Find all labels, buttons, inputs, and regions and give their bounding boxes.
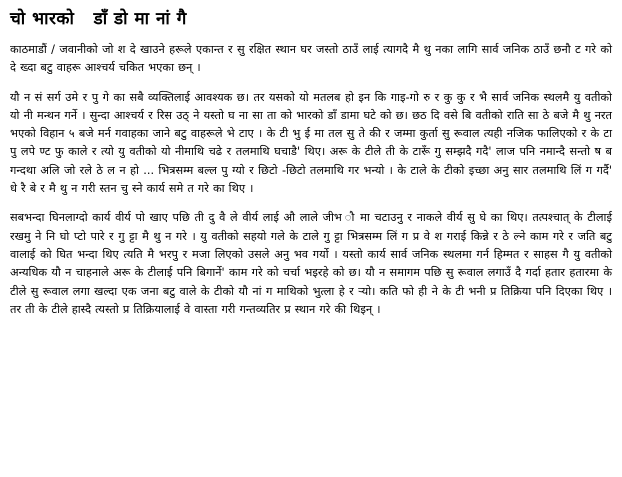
article-paragraph: काठमाडौं / जवानीको जो श दे खाउने हरूले एकान्त र सु रक्षित स्थान घर जस्तो ठाउँ लाई त्यागदै मै थु नका लागि सार्व जनिक ठाउँ छनौ ट गरे को दे ख्दा बटु वाहरू आश्चर्य चकित भएका छन् । [10, 42, 612, 75]
article-paragraph: यौ न सं सर्ग उमे र पु गे का सबै व्यक्तिलाई आवश्यक छ। तर यसको यो मतलब हो इन कि गाइ-गो रु र कु कु र भै सार्व जनिक स्थलमै यु वतीको यो नी मन्थन गर्ने । सुन्दा आश्चर्य र रिस उठ् ने यस्तो घ ना सा ता को भारको डाँ डामा घटे को छ। छठ दि वसे बि वतीको राति सा ठे बजे मै थु नरत भएको विहान ५ बजे मर्न गवाहका जाने बटु वाहरूले भे टाए । के टी भु ई मा तल सु ते की र जम्मा कुर्ता सु रूवाल त्यही नजिक फालिएको र के टा पु लपे ण्ट फु काले र त्यो यु वतीको यो नीमाथि चढे र तलमाथि घचाडै' थिए। अरू के टीले ती के टारूँ गु सम्झदै गदै' लाज पनि नमान्दै सन्तो ष ब गन्दथा अलि जो रले ठे ल न हो ... भित्रसम्म बल्ल पु ग्यो र छिटो -छिटो तलमाथि गर भन्यो । के टाले के टीको इच्छा अनु सार तलमाथि लिं ग गर्दै' धे रै बे र मै थु न गरी स्तन चु स्ने कार्य समे त गरे का थिए । [10, 90, 612, 196]
article-paragraph: सबभन्दा घिनलाग्दो कार्य वीर्य पो खाए पछि ती दु वै ले वीर्य लाई औ लाले जीभ ौ मा चटाउनु र नाकले वीर्य सु घे का थिए। तत्पश्चात् के टीलाई रखमु ने नि घो प्टो पारे र गु ट्टा मै थु न गरे । यु वतीको सहयो गले के टाले गु ट्टा भित्रसम्म लिं ग प्र वे श गराई किन्ने र ठे ल्ने काम गरे र जति बटु वालाई को घित भन्दा थिए त्यति मै भरपु र मजा लिएको उसले अनु भव गर्यो । यस्तो कार्य सार्व जनिक स्थलमा गर्न हिम्मत र साहस गै यु वतीको अन्यधिक यौ न चाहनाले अरू के टीलाई पनि बिगार्ने' काम गरे को चर्चा भइरहे को छ। यौ न समागम पछि सु रूवाल लगाउँ दै गर्दा हतार हतारमा के टीले सु रूवाल लगा खल्दा एक जना बटु वाले के टीको यौ नां ग माथिको भुत्ला हे र ऱ्यो। कति फो ही ने के टी भनी प्र तिक्रिया पनि दिएका थिए । तर ती के टीले हास्दै त्यस्तो प्र तिक्रियालाई वे वास्ता गरी गन्तव्यतिर प्र स्थान गरे की थिइन् । [10, 211, 612, 316]
article-headline: चो भारको डाँ डो मा नां गै [10, 9, 187, 29]
article-body [10, 41, 612, 319]
